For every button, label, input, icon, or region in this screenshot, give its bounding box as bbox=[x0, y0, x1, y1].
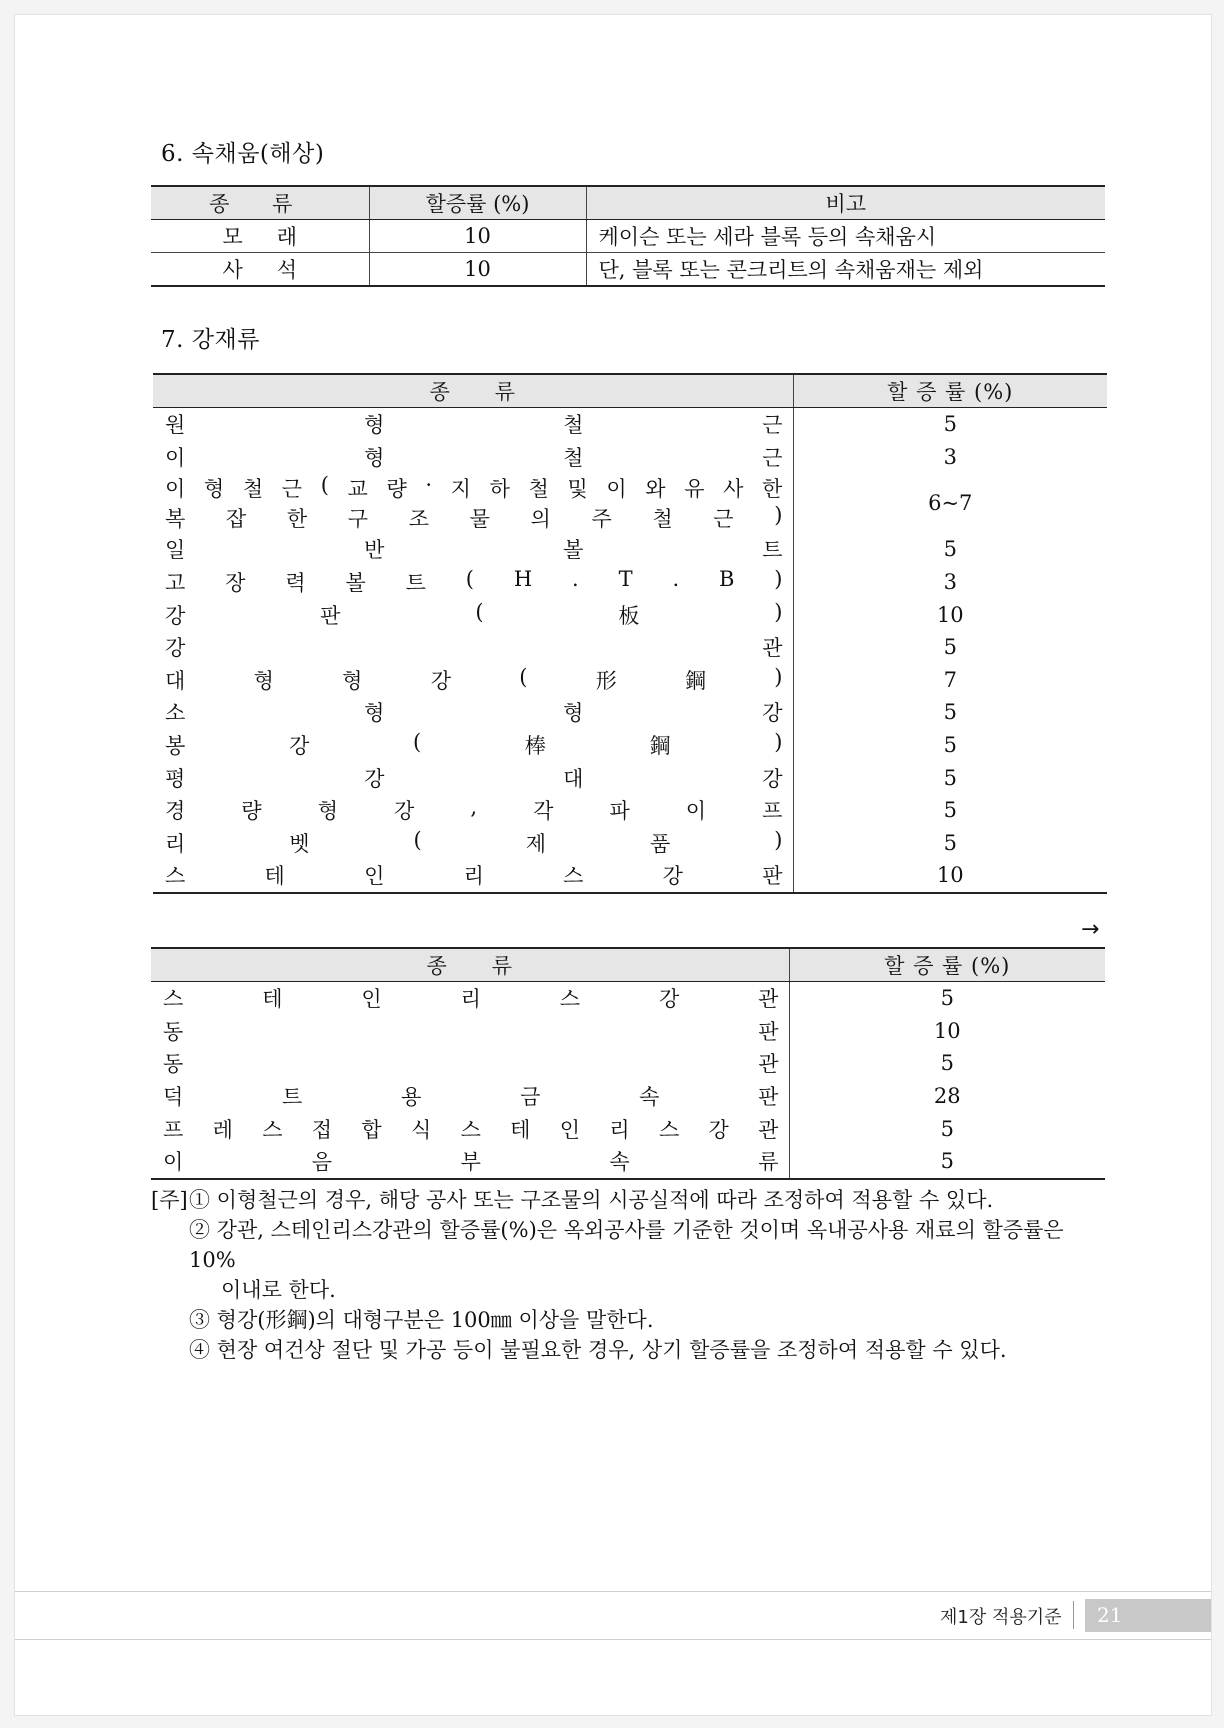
kind-char: 鋼 bbox=[649, 734, 671, 759]
table-header-row bbox=[151, 948, 1105, 982]
rate-cell: 10 bbox=[936, 602, 964, 627]
kind-char: 이 bbox=[606, 477, 627, 502]
kind-char: 대 bbox=[165, 668, 186, 693]
kind-cell bbox=[153, 533, 793, 566]
table-row bbox=[151, 1145, 1105, 1179]
kind-cell bbox=[151, 1112, 789, 1145]
kind-text bbox=[165, 409, 783, 439]
kind-char: 강 bbox=[658, 987, 680, 1012]
footer-rule bbox=[15, 1639, 1211, 1640]
kind-char: 구 bbox=[347, 507, 369, 532]
kind-text bbox=[163, 1081, 779, 1111]
kind-cell bbox=[153, 729, 793, 762]
kind-char: 대 bbox=[563, 766, 584, 791]
kind-text bbox=[222, 221, 297, 251]
note-item: 이내로 한다. bbox=[221, 1278, 336, 1302]
kind-char: 레 bbox=[212, 1117, 233, 1142]
notes bbox=[151, 1185, 1111, 1365]
kind-cell bbox=[151, 1145, 789, 1179]
kind-char: 반 bbox=[364, 538, 385, 563]
kind-char: 형 bbox=[342, 668, 363, 693]
kind-char: 테 bbox=[262, 987, 283, 1012]
table-row bbox=[153, 533, 1107, 566]
table-row bbox=[153, 696, 1107, 729]
kind-cell bbox=[153, 473, 793, 533]
kind-char: 경 bbox=[165, 799, 186, 824]
kind-char: 지 bbox=[450, 477, 471, 502]
kind-text bbox=[165, 763, 783, 793]
kind-char: 와 bbox=[645, 477, 666, 502]
rate-cell: 10 bbox=[933, 1018, 961, 1043]
kind-char: 스 bbox=[563, 864, 584, 889]
kind-cell bbox=[153, 761, 793, 794]
kind-char: 제 bbox=[525, 831, 546, 856]
kind-char: 볼 bbox=[345, 571, 366, 596]
kind-char: ( bbox=[475, 599, 484, 624]
rate-cell: 5 bbox=[943, 830, 957, 855]
kind-char: . bbox=[672, 567, 680, 592]
kind-char: 판 bbox=[758, 1019, 779, 1044]
kind-char: 리 bbox=[460, 987, 481, 1012]
kind-cell bbox=[153, 664, 793, 697]
kind-char: 합 bbox=[361, 1117, 382, 1142]
table-row bbox=[151, 1047, 1105, 1080]
kind-char: ) bbox=[774, 730, 783, 755]
footer-rule bbox=[15, 1591, 1211, 1592]
section7-title: 7. 강재류 bbox=[161, 327, 260, 353]
kind-char: ( bbox=[519, 664, 528, 689]
footer-chapter: 제1장 적용기준 bbox=[940, 1607, 1062, 1628]
kind-char: 形 bbox=[595, 668, 617, 693]
rate-cell: 6~7 bbox=[928, 491, 973, 516]
kind-char: 동 bbox=[163, 1052, 184, 1077]
kind-text bbox=[163, 1048, 779, 1078]
kind-char: ) bbox=[774, 827, 783, 852]
note-item: ① 이형철근의 경우, 해당 공사 또는 구조물의 시공실적에 따라 조정하여 적용할 수 있다. bbox=[189, 1188, 994, 1212]
kind-cell bbox=[153, 631, 793, 664]
rate-cell: 5 bbox=[940, 1116, 954, 1141]
kind-char: 력 bbox=[285, 571, 306, 596]
rate-cell: 5 bbox=[940, 1051, 954, 1076]
table-row bbox=[151, 982, 1105, 1015]
kind-char: 근 bbox=[281, 477, 303, 502]
kind-char: 형 bbox=[317, 799, 338, 824]
kind-char: , bbox=[470, 795, 478, 820]
kind-char: 棒 bbox=[524, 734, 546, 759]
kind-text bbox=[165, 473, 783, 503]
kind-char: 스 bbox=[559, 987, 581, 1012]
kind-char: 철 bbox=[652, 507, 673, 532]
kind-char: 형 bbox=[253, 668, 274, 693]
kind-text bbox=[165, 665, 783, 695]
header-rate: 할증률 (%) bbox=[369, 186, 586, 220]
notes-label: [주] bbox=[151, 1188, 188, 1212]
kind-char: 강 bbox=[288, 734, 310, 759]
kind-char: 트 bbox=[282, 1085, 303, 1110]
kind-char: 한 bbox=[286, 507, 308, 532]
kind-char: 철 bbox=[528, 477, 549, 502]
rate-cell: 5 bbox=[940, 986, 954, 1011]
kind-text bbox=[165, 730, 783, 760]
kind-char: 잡 bbox=[225, 507, 247, 532]
kind-char: 주 bbox=[591, 507, 612, 532]
kind-char: . bbox=[572, 567, 579, 592]
kind-char: 관 bbox=[762, 636, 783, 661]
kind-char: 형 bbox=[364, 701, 385, 726]
table-row bbox=[151, 220, 1105, 253]
rate-cell: 5 bbox=[940, 1149, 954, 1174]
table-section7 bbox=[153, 373, 1107, 894]
table-row bbox=[153, 408, 1107, 441]
kind-char: 사 bbox=[723, 477, 744, 502]
kind-char: · bbox=[425, 473, 433, 498]
kind-cell bbox=[151, 1080, 789, 1113]
kind-char: 량 bbox=[241, 799, 262, 824]
kind-char: 한 bbox=[762, 477, 783, 502]
kind-char: 인 bbox=[361, 987, 382, 1012]
rate-cell: 10 bbox=[369, 253, 586, 287]
kind-char: 원 bbox=[165, 413, 186, 438]
kind-char: 스 bbox=[460, 1117, 481, 1142]
rate-cell: 5 bbox=[943, 798, 957, 823]
table-row bbox=[153, 631, 1107, 664]
kind-char: 금 bbox=[520, 1085, 541, 1110]
table-row bbox=[153, 859, 1107, 893]
header-note: 비고 bbox=[586, 186, 1105, 220]
header-rate: 할 증 률 (%) bbox=[789, 948, 1105, 982]
kind-char: 근 bbox=[762, 413, 783, 438]
kind-char: 강 bbox=[762, 766, 783, 791]
kind-char: 스 bbox=[165, 864, 186, 889]
kind-char: 트 bbox=[405, 571, 426, 596]
kind-char: 이 bbox=[165, 477, 186, 502]
kind-char: 이 bbox=[163, 1150, 184, 1175]
kind-char: 장 bbox=[225, 571, 246, 596]
kind-char: 근 bbox=[713, 507, 734, 532]
kind-char: ( bbox=[413, 827, 422, 852]
rate-cell: 3 bbox=[943, 444, 957, 469]
kind-text bbox=[165, 697, 783, 727]
kind-char: 鋼 bbox=[684, 668, 706, 693]
kind-char: 이 bbox=[165, 445, 186, 470]
kind-char: H bbox=[513, 567, 533, 592]
kind-char: 이 bbox=[685, 799, 707, 824]
kind-char: 板 bbox=[618, 603, 640, 628]
note-cell: 케이슨 또는 세라 블록 등의 속채움시 bbox=[586, 220, 1105, 253]
header-kind-text: 종 류 bbox=[209, 192, 311, 216]
kind-char: 래 bbox=[276, 225, 298, 249]
kind-char: 하 bbox=[489, 477, 510, 502]
kind-char: 부 bbox=[460, 1150, 481, 1175]
kind-char: 의 bbox=[530, 507, 551, 532]
page-number: 21 bbox=[1085, 1599, 1211, 1632]
kind-char: 용 bbox=[401, 1085, 422, 1110]
kind-char: 속 bbox=[639, 1085, 660, 1110]
table-row bbox=[151, 1080, 1105, 1113]
kind-char: 및 bbox=[567, 477, 588, 502]
kind-char: 복 bbox=[165, 507, 186, 532]
table-row bbox=[153, 598, 1107, 631]
kind-char: 품 bbox=[649, 831, 671, 856]
table-header-row bbox=[153, 374, 1107, 408]
kind-cell bbox=[153, 827, 793, 860]
kind-char: 음 bbox=[311, 1150, 333, 1175]
kind-char: 관 bbox=[758, 1117, 779, 1142]
kind-char: 형 bbox=[563, 701, 584, 726]
kind-char: 강 bbox=[364, 766, 385, 791]
kind-text bbox=[165, 600, 783, 630]
kind-char: 강 bbox=[430, 668, 451, 693]
kind-char: 조 bbox=[408, 507, 429, 532]
header-kind: 종 류 bbox=[151, 948, 789, 982]
rate-cell: 3 bbox=[943, 570, 957, 595]
kind-char: 덕 bbox=[163, 1085, 184, 1110]
kind-text bbox=[165, 632, 783, 662]
table-row bbox=[153, 761, 1107, 794]
rate-cell: 10 bbox=[369, 220, 586, 253]
kind-char: 근 bbox=[762, 445, 783, 470]
table-row bbox=[151, 1112, 1105, 1145]
kind-cell bbox=[151, 1047, 789, 1080]
kind-text bbox=[163, 1016, 779, 1046]
kind-char: 석 bbox=[276, 258, 298, 282]
kind-char: ) bbox=[774, 503, 783, 528]
kind-char: 스 bbox=[658, 1117, 680, 1142]
rate-cell: 7 bbox=[943, 667, 957, 692]
kind-char: 접 bbox=[311, 1117, 333, 1142]
kind-char: 테 bbox=[510, 1117, 531, 1142]
kind-text bbox=[222, 254, 297, 284]
rate-cell: 5 bbox=[943, 537, 957, 562]
kind-char: 모 bbox=[222, 225, 243, 249]
kind-cell bbox=[153, 598, 793, 631]
kind-text bbox=[163, 983, 779, 1013]
table-header-row bbox=[151, 186, 1105, 220]
kind-char: 판 bbox=[762, 864, 783, 889]
kind-cell bbox=[151, 1015, 789, 1048]
kind-char: 고 bbox=[165, 571, 186, 596]
table-row bbox=[153, 441, 1107, 474]
kind-cell bbox=[151, 253, 369, 287]
kind-char: 벳 bbox=[289, 831, 310, 856]
kind-cell bbox=[153, 859, 793, 893]
kind-text bbox=[165, 442, 783, 472]
kind-char: 스 bbox=[262, 1117, 283, 1142]
kind-char: 소 bbox=[165, 701, 186, 726]
note-cell: 단, 블록 또는 콘크리트의 속채움재는 제외 bbox=[598, 258, 984, 282]
kind-char: 리 bbox=[165, 831, 186, 856]
kind-cell bbox=[151, 220, 369, 253]
kind-char: 량 bbox=[386, 477, 407, 502]
kind-char: ( bbox=[465, 567, 474, 592]
kind-char: 속 bbox=[609, 1150, 630, 1175]
kind-char: T bbox=[618, 567, 633, 592]
kind-char: ( bbox=[412, 730, 422, 755]
rate-cell: 10 bbox=[936, 863, 964, 888]
kind-char: 스 bbox=[163, 987, 184, 1012]
continue-arrow-icon: → bbox=[1081, 917, 1100, 942]
rate-cell: 5 bbox=[943, 700, 957, 725]
kind-char: 관 bbox=[758, 987, 779, 1012]
kind-char: 유 bbox=[684, 477, 705, 502]
section6-title: 6. 속채움(해상) bbox=[161, 141, 325, 167]
kind-text bbox=[165, 795, 783, 825]
table-row bbox=[153, 729, 1107, 762]
kind-cell bbox=[153, 441, 793, 474]
kind-text bbox=[163, 1114, 779, 1144]
kind-text bbox=[165, 534, 783, 564]
page bbox=[14, 14, 1212, 1716]
kind-text bbox=[163, 1146, 779, 1176]
note-item: ② 강관, 스테인리스강관의 할증률(%)은 옥외공사를 기준한 것이며 옥내공사용 재료의 할증률은 10% bbox=[189, 1218, 1064, 1272]
kind-char: 프 bbox=[762, 799, 783, 824]
table-row bbox=[151, 1015, 1105, 1048]
header-rate: 할 증 률 (%) bbox=[793, 374, 1107, 408]
kind-char: 파 bbox=[609, 799, 630, 824]
kind-char: 관 bbox=[758, 1052, 779, 1077]
kind-char: 각 bbox=[533, 799, 554, 824]
kind-cell bbox=[151, 982, 789, 1015]
rate-cell: 5 bbox=[943, 635, 957, 660]
kind-char: 판 bbox=[320, 603, 341, 628]
kind-char: ( bbox=[320, 473, 329, 498]
kind-char: 트 bbox=[762, 538, 783, 563]
rate-cell: 28 bbox=[933, 1084, 961, 1109]
kind-char: 프 bbox=[163, 1117, 184, 1142]
kind-text bbox=[165, 503, 783, 533]
kind-char: 리 bbox=[609, 1117, 630, 1142]
kind-text bbox=[165, 567, 783, 597]
table-row bbox=[153, 473, 1107, 533]
kind-char: B bbox=[719, 567, 735, 592]
kind-char: 일 bbox=[165, 538, 186, 563]
kind-char: 물 bbox=[469, 507, 490, 532]
table-row bbox=[153, 566, 1107, 599]
kind-text bbox=[165, 828, 783, 858]
kind-char: 식 bbox=[410, 1117, 432, 1142]
table-row bbox=[153, 664, 1107, 697]
table-row bbox=[151, 253, 1105, 287]
kind-char: ) bbox=[774, 567, 783, 592]
kind-char: 인 bbox=[559, 1117, 581, 1142]
kind-char: 강 bbox=[165, 636, 186, 661]
header-kind: 종 류 bbox=[153, 374, 793, 408]
kind-char: 인 bbox=[364, 864, 385, 889]
kind-char: 형 bbox=[364, 445, 385, 470]
rate-cell: 5 bbox=[943, 412, 957, 437]
rate-cell: 5 bbox=[943, 733, 957, 758]
kind-char: ) bbox=[774, 664, 783, 689]
kind-cell bbox=[153, 566, 793, 599]
footer-separator bbox=[1073, 1601, 1074, 1629]
header-kind bbox=[151, 186, 369, 220]
kind-char: 테 bbox=[264, 864, 285, 889]
note-item: ③ 형강(形鋼)의 대형구분은 100㎜ 이상을 말한다. bbox=[189, 1308, 654, 1332]
kind-char: 강 bbox=[394, 799, 415, 824]
kind-char: 강 bbox=[762, 701, 783, 726]
kind-char: 교 bbox=[347, 477, 368, 502]
kind-cell bbox=[153, 696, 793, 729]
kind-char: 판 bbox=[758, 1085, 779, 1110]
kind-char: 사 bbox=[222, 258, 243, 282]
kind-char: ) bbox=[774, 599, 783, 624]
kind-char: 강 bbox=[662, 864, 683, 889]
kind-text bbox=[165, 860, 783, 890]
table-row bbox=[153, 794, 1107, 827]
table-section6 bbox=[151, 185, 1105, 287]
table-row bbox=[153, 827, 1107, 860]
kind-char: 동 bbox=[163, 1019, 184, 1044]
kind-cell bbox=[153, 794, 793, 827]
kind-char: 강 bbox=[165, 603, 186, 628]
table-section7-continued bbox=[151, 947, 1105, 1180]
kind-char: 형 bbox=[364, 413, 385, 438]
kind-char: 철 bbox=[242, 477, 264, 502]
kind-cell bbox=[153, 408, 793, 441]
rate-cell: 5 bbox=[943, 765, 957, 790]
kind-char: 봉 bbox=[165, 734, 186, 759]
kind-char: 평 bbox=[165, 766, 186, 791]
kind-char: 볼 bbox=[563, 538, 584, 563]
note-item: ④ 현장 여건상 절단 및 가공 등이 불필요한 경우, 상기 할증률을 조정하여 적용할 수 있다. bbox=[189, 1338, 1007, 1362]
kind-char: 강 bbox=[708, 1117, 729, 1142]
kind-char: 철 bbox=[563, 413, 584, 438]
kind-char: 리 bbox=[463, 864, 484, 889]
kind-char: 철 bbox=[563, 445, 584, 470]
kind-char: 류 bbox=[758, 1150, 779, 1175]
kind-char: 형 bbox=[203, 477, 225, 502]
